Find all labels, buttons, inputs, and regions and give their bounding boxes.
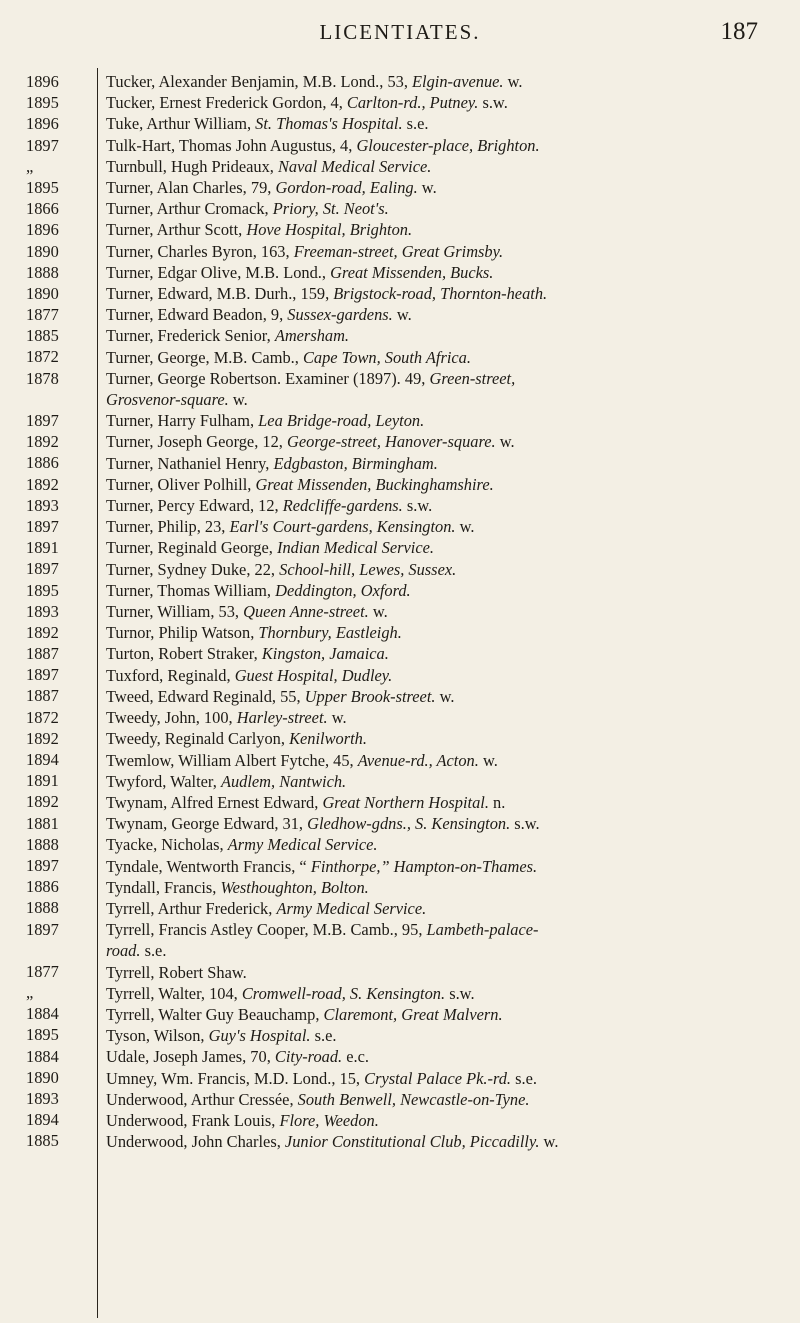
entry-district: w. <box>396 305 412 325</box>
entry-district: w. <box>421 178 437 198</box>
entry-name: Tuxford, Reginald, <box>106 665 231 685</box>
entry-address: Westhoughton, Bolton. <box>220 877 369 897</box>
entry-district: w. <box>543 1132 559 1152</box>
list-item <box>106 410 786 431</box>
entry-address: Gordon-road, Ealing. <box>275 178 418 198</box>
entry-district: s.e. <box>406 114 429 134</box>
entry-year: 1894 <box>26 1110 59 1130</box>
year-column <box>26 71 86 1152</box>
entry-address: Cape Town, South Africa. <box>302 347 471 367</box>
list-item <box>106 940 786 961</box>
entry-name: Twynam, George Edward, 31, <box>106 814 304 834</box>
entry-year: 1897 <box>26 135 59 155</box>
list-item <box>106 262 786 283</box>
list-item <box>106 877 786 898</box>
entry-year: 1897 <box>26 665 59 685</box>
list-item <box>106 219 786 240</box>
entry-year: 1877 <box>26 305 59 325</box>
entry-year: 1885 <box>26 1131 59 1151</box>
entry-year: „ <box>26 983 34 1003</box>
entry-name: Tulk-Hart, Thomas John Augustus, 4, <box>106 135 353 155</box>
entry-address: Army Medical Service. <box>227 835 378 855</box>
entry-name: Turner, George, M.B. Camb., <box>106 347 299 367</box>
entry-name: Turner, George Robertson. Examiner (1897). 49, <box>106 368 426 388</box>
entry-address: St. Thomas's Hospital. <box>255 114 403 134</box>
entry-address: Priory, St. Neot's. <box>272 199 389 219</box>
entry-address: Grosvenor-square. <box>106 390 229 410</box>
entry-year: 1890 <box>26 241 59 261</box>
entry-district: w. <box>372 602 388 622</box>
list-item <box>106 389 786 410</box>
entry-address: George-street, Hanover-square. <box>287 432 496 452</box>
entry-address: Lambeth-palace- <box>426 920 539 940</box>
entry-district: w. <box>232 390 248 410</box>
entry-name: Underwood, John Charles, <box>106 1132 281 1152</box>
entry-address: Flore, Weedon. <box>279 1110 379 1130</box>
entry-district: s.w. <box>514 814 540 834</box>
list-item <box>106 728 786 749</box>
entry-name: Tweedy, John, 100, <box>106 708 233 728</box>
list-item <box>106 177 786 198</box>
list-item <box>106 71 786 92</box>
entry-year: 1877 <box>26 961 59 981</box>
entry-year: 1887 <box>26 644 59 664</box>
entry-year: 1897 <box>26 919 59 939</box>
entry-name: Turner, Harry Fulham, <box>106 411 255 431</box>
entry-year: 1891 <box>26 771 59 791</box>
list-item <box>106 559 786 580</box>
entry-district: w. <box>439 686 455 706</box>
entry-year: 1885 <box>26 326 59 346</box>
entry-name: Turner, Sydney Duke, 22, <box>106 559 276 579</box>
entry-year: 1888 <box>26 834 59 854</box>
entry-address: Deddington, Oxford. <box>275 580 411 600</box>
entry-year: 1892 <box>26 622 59 642</box>
entry-year: 1897 <box>26 855 59 875</box>
entry-name: Tyrrell, Robert Shaw. <box>106 962 247 982</box>
entry-address: Redcliffe-gardens. <box>282 496 403 516</box>
entry-address: Green-street, <box>429 368 516 388</box>
entry-address: Great Missenden, Buckinghamshire. <box>255 474 494 494</box>
entry-name: Twyford, Walter, <box>106 771 217 791</box>
entry-address: Gloucester-place, Brighton. <box>356 135 540 155</box>
entry-district: w. <box>499 432 515 452</box>
entry-name: Tyrrell, Francis Astley Cooper, M.B. Camb., 95, <box>106 920 423 940</box>
entry-name: Tucker, Ernest Frederick Gordon, 4, <box>106 93 343 113</box>
entry-address: road. <box>106 941 141 961</box>
entry-year: 1892 <box>26 474 59 494</box>
entry-address: Cromwell-road, S. Kensington. <box>241 983 446 1003</box>
entry-name: Underwood, Frank Louis, <box>106 1110 276 1130</box>
entry-year: 1872 <box>26 347 59 367</box>
list-item <box>106 241 786 262</box>
entry-year: 1897 <box>26 411 59 430</box>
list-item <box>106 474 786 495</box>
entry-name: Turner, Joseph George, 12, <box>106 432 283 452</box>
entry-year: 1887 <box>26 686 59 706</box>
entry-name: Turner, Frederick Senior, <box>106 326 271 346</box>
entry-district: w. <box>331 708 347 728</box>
entry-address: Claremont, Great Malvern. <box>323 1004 503 1024</box>
entry-name: Turner, Thomas William, <box>106 580 272 600</box>
entry-district: e.c. <box>346 1047 369 1067</box>
list-item <box>106 1089 786 1110</box>
column-rule <box>97 68 98 1318</box>
entry-year <box>26 389 86 410</box>
entry-name: Turner, Oliver Polhill, <box>106 474 252 494</box>
list-item <box>106 707 786 728</box>
entry-year: 1891 <box>26 538 59 558</box>
list-item <box>106 156 786 177</box>
entry-address: South Benwell, Newcastle-on-Tyne. <box>297 1089 530 1109</box>
list-item <box>106 1068 786 1089</box>
entry-year: 1886 <box>26 877 59 897</box>
list-item <box>106 1131 786 1152</box>
entry-address: Edgbaston, Birmingham. <box>273 453 438 473</box>
entry-address: Queen Anne-street. <box>243 602 369 622</box>
entry-district: w. <box>507 72 523 91</box>
list-item <box>106 1046 786 1067</box>
list-item <box>106 962 786 983</box>
entry-name: Tuke, Arthur William, <box>106 114 252 134</box>
entry-name: Twemlow, William Albert Fytche, 45, <box>106 750 354 770</box>
entry-name: Turner, Edgar Olive, M.B. Lond., <box>106 262 326 282</box>
list-item <box>106 347 786 368</box>
entry-year: 1896 <box>26 114 59 134</box>
entry-name: Turner, Arthur Scott, <box>106 220 243 240</box>
list-item <box>106 1004 786 1025</box>
list-item <box>106 113 786 134</box>
entry-address: City-road. <box>274 1047 343 1067</box>
entry-name: Turner, Alan Charles, 79, <box>106 178 272 198</box>
page-title: LICENTIATES. <box>319 20 481 44</box>
entry-name: Tyrrell, Arthur Frederick, <box>106 898 273 918</box>
entry-address: Thornbury, Eastleigh. <box>258 623 402 643</box>
entry-year: 1878 <box>26 368 59 388</box>
entry-name: Twynam, Alfred Ernest Edward, <box>106 792 319 812</box>
entry-year: 1866 <box>26 199 59 219</box>
list-item <box>106 580 786 601</box>
entry-address: Hove Hospital, Brighton. <box>246 220 413 240</box>
entry-district: s.e. <box>144 941 167 961</box>
list-item <box>106 983 786 1004</box>
entry-name: Tyndall, Francis, <box>106 877 217 897</box>
list-item <box>106 368 786 389</box>
list-item <box>106 135 786 156</box>
list-item <box>106 622 786 643</box>
entry-name: Umney, Wm. Francis, M.D. Lond., 15, <box>106 1068 361 1088</box>
entry-year: 1895 <box>26 580 59 600</box>
entry-year: 1884 <box>26 1004 59 1024</box>
list-item <box>106 792 786 813</box>
list-item <box>106 601 786 622</box>
entry-address: Amersham. <box>274 326 350 346</box>
entry-name: Turnbull, Hugh Prideaux, <box>106 156 274 176</box>
entry-address: Brigstock-road, Thornton-heath. <box>333 284 548 304</box>
list-item <box>106 1025 786 1046</box>
list-item <box>106 750 786 771</box>
entry-list <box>106 71 786 1152</box>
entry-year: 1884 <box>26 1046 59 1066</box>
entry-year: 1890 <box>26 283 59 303</box>
entry-name: Turner, Reginald George, <box>106 538 273 558</box>
entry-name: Tyrrell, Walter Guy Beauchamp, <box>106 1004 320 1024</box>
list-item <box>106 898 786 919</box>
entry-year: 1896 <box>26 72 59 91</box>
entry-address: Harley-street. <box>236 708 328 728</box>
entry-address: Guy's Hospital. <box>208 1026 311 1046</box>
list-item <box>106 495 786 516</box>
entry-address: Crystal Palace Pk.-rd. <box>364 1068 512 1088</box>
entry-address: Army Medical Service. <box>276 898 427 918</box>
entry-year: 1888 <box>26 898 59 918</box>
list-item <box>106 1110 786 1131</box>
entry-year: 1890 <box>26 1067 59 1087</box>
entry-year: „ <box>26 156 34 176</box>
entry-address: Carlton-rd., Putney. <box>346 93 479 113</box>
entry-address: Gledhow-gdns., S. Kensington. <box>307 814 511 834</box>
list-item <box>106 643 786 664</box>
entry-name: Underwood, Arthur Cressée, <box>106 1089 294 1109</box>
list-item <box>106 686 786 707</box>
entry-address: Lea Bridge-road, Leyton. <box>258 411 425 431</box>
entry-year: 1897 <box>26 516 59 536</box>
entry-district: s.e. <box>515 1068 537 1088</box>
entry-address: Kingston, Jamaica. <box>261 644 389 664</box>
entry-name: Tyson, Wilson, <box>106 1026 205 1046</box>
entry-year: 1892 <box>26 792 59 812</box>
entry-year: 1893 <box>26 1089 59 1108</box>
entry-year: 1895 <box>26 1025 59 1045</box>
list-item <box>106 92 786 113</box>
entry-district: w. <box>459 517 475 537</box>
entry-name: Tweedy, Reginald Carlyon, <box>106 729 285 749</box>
list-item <box>106 813 786 834</box>
entry-address: Junior Constitutional Club, Piccadilly. <box>284 1132 540 1152</box>
entry-district: w. <box>482 750 498 770</box>
entry-year: 1896 <box>26 220 59 240</box>
list-item <box>106 325 786 346</box>
entry-address: Earl's Court-gardens, Kensington. <box>229 517 456 537</box>
entry-address: Avenue-rd., Acton. <box>357 750 479 770</box>
list-item <box>106 198 786 219</box>
entry-year: 1895 <box>26 93 59 113</box>
running-header <box>0 16 800 50</box>
list-item <box>106 665 786 686</box>
entry-name: Turnor, Philip Watson, <box>106 623 255 643</box>
entry-name: Tweed, Edward Reginald, 55, <box>106 686 301 706</box>
list-item <box>106 856 786 877</box>
entry-year: 1881 <box>26 813 59 833</box>
entry-name: Tucker, Alexander Benjamin, M.B. Lond., 53, <box>106 72 408 91</box>
page-number: 187 <box>720 18 758 45</box>
list-item <box>106 283 786 304</box>
entry-year: 1893 <box>26 601 59 621</box>
entry-name: Udale, Joseph James, 70, <box>106 1047 271 1067</box>
entry-name: Turton, Robert Straker, <box>106 644 258 664</box>
entry-year: 1895 <box>26 177 59 197</box>
entry-year: 1893 <box>26 495 59 515</box>
entry-address: Elgin-avenue. <box>412 72 504 91</box>
entry-address: Sussex-gardens. <box>287 305 393 325</box>
entry-name: Tyacke, Nicholas, <box>106 835 224 855</box>
list-item <box>106 919 786 940</box>
entry-year: 1892 <box>26 432 59 452</box>
entry-address: Kenilworth. <box>289 729 367 749</box>
entry-name: Turner, Edward Beadon, 9, <box>106 305 284 325</box>
entry-address: Upper Brook-street. <box>304 686 436 706</box>
entry-district: s.w. <box>449 983 475 1003</box>
entry-name: Turner, Percy Edward, 12, <box>106 496 279 516</box>
entry-year: 1892 <box>26 728 59 748</box>
entry-address: Audlem, Nantwich. <box>220 771 347 791</box>
entry-year: 1872 <box>26 707 59 727</box>
entry-address: Great Northern Hospital. <box>322 792 489 812</box>
entry-address: Naval Medical Service. <box>277 156 432 176</box>
entry-name: Turner, Philip, 23, <box>106 517 226 537</box>
list-item <box>106 304 786 325</box>
entry-address: Great Missenden, Bucks. <box>330 262 494 282</box>
list-item <box>106 771 786 792</box>
entry-year: 1894 <box>26 750 59 769</box>
list-item <box>106 834 786 855</box>
entry-address: Indian Medical Service. <box>276 538 434 558</box>
list-item <box>106 516 786 537</box>
list-item <box>106 453 786 474</box>
entry-name: Tyrrell, Walter, 104, <box>106 983 238 1003</box>
entry-name: Turner, Edward, M.B. Durh., 159, <box>106 284 330 304</box>
entry-district: s.w. <box>482 93 508 113</box>
entry-district: n. <box>493 792 506 812</box>
entry-name: Turner, Charles Byron, 163, <box>106 241 290 261</box>
entry-address: Freeman-street, Great Grimsby. <box>293 241 504 261</box>
entry-year: 1897 <box>26 559 59 579</box>
entry-name: Turner, William, 53, <box>106 602 239 622</box>
entry-name: Turner, Nathaniel Henry, <box>106 453 270 473</box>
list-item <box>106 537 786 558</box>
entry-address: Guest Hospital, Dudley. <box>234 665 393 685</box>
entry-district: s.e. <box>314 1026 337 1046</box>
entry-district: s.w. <box>406 496 433 516</box>
entry-name: Tyndale, Wentworth Francis, “ <box>106 856 307 876</box>
entry-year: 1888 <box>26 262 59 282</box>
entry-year: 1886 <box>26 453 59 473</box>
entry-address: School-hill, Lewes, Sussex. <box>279 559 457 579</box>
entry-address: Finthorpe,” Hampton-on-Thames. <box>310 856 538 876</box>
list-item <box>106 431 786 452</box>
entry-year <box>26 940 86 961</box>
entry-name: Turner, Arthur Cromack, <box>106 199 269 219</box>
